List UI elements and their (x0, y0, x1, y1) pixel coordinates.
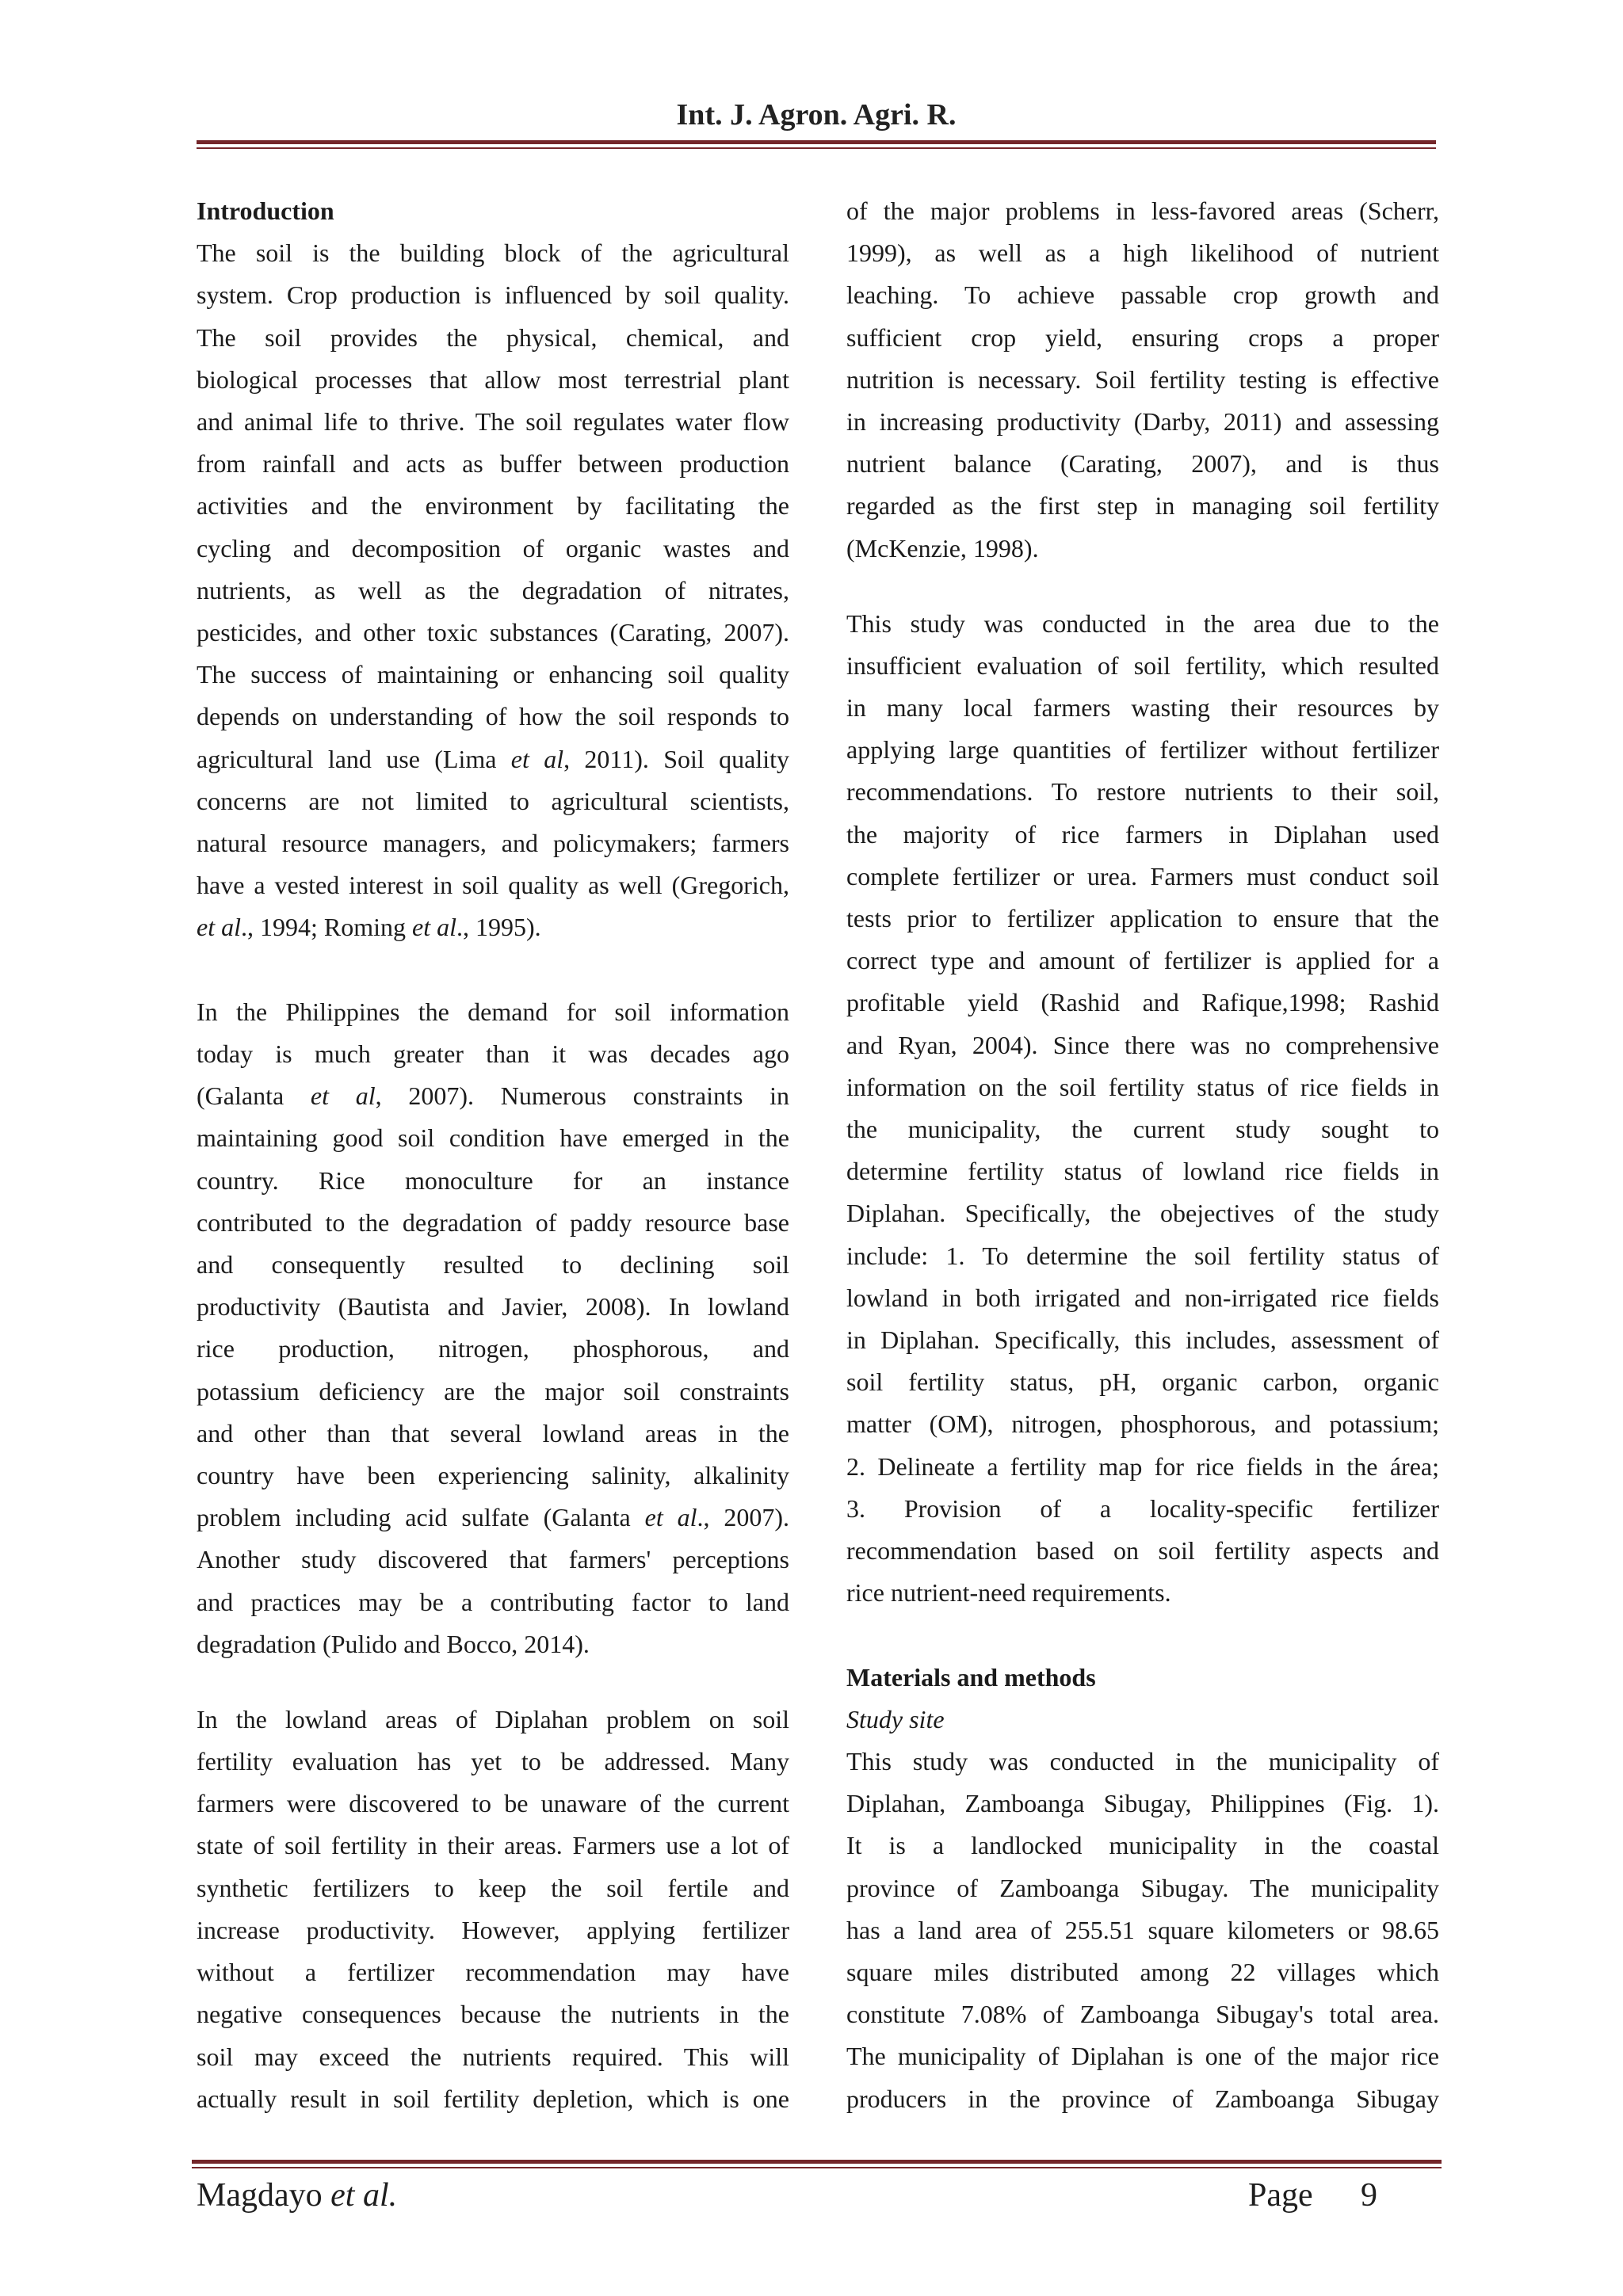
text-segment: problem including acid sulfate (Galanta (197, 1503, 645, 1532)
text-line: productivity (Bautista and Javier, 2008). In lowland (197, 1292, 789, 1322)
text-line: and practices may be a contributing factor to land (197, 1587, 789, 1616)
text-line: recommendations. To restore nutrients to their soil, (846, 777, 1439, 807)
italic-text-segment: et al (310, 1081, 376, 1111)
text-line: country have been experiencing salinity, alkalinity (197, 1461, 789, 1490)
italic-text-segment: et al (510, 744, 564, 773)
text-line: The success of maintaining or enhancing soil quality (197, 660, 789, 689)
text-line: It is a landlocked municipality in the coastal (846, 1831, 1439, 1860)
left-column (197, 190, 789, 2120)
text-segment: , 2011). Soil quality (563, 744, 790, 773)
text-line: contributed to the degradation of paddy resource base (197, 1207, 789, 1237)
text-line: actually result in soil fertility depletion, which is one (197, 2084, 789, 2113)
text-line: province of Zamboanga Sibugay. The municipality (846, 1873, 1439, 1902)
author-surname: Magdayo (197, 2177, 323, 2214)
text-line: and Ryan, 2004). Since there was no comprehensive (846, 1030, 1439, 1059)
header-rule-thin (197, 147, 1436, 149)
text-line: matter (OM), nitrogen, phosphorous, and potassium; (846, 1409, 1439, 1439)
text-line: regarded as the first step in managing soil fertility (846, 491, 1439, 521)
text-segment: (Galanta (197, 1081, 311, 1111)
text-line: without a fertilizer recommendation may have (197, 1958, 789, 1987)
text-line: increase productivity. However, applying fertilizer (197, 1915, 789, 1944)
footer-page-label: Page (1248, 2177, 1313, 2214)
text-line: The municipality of Diplahan is one of the major rice (846, 2042, 1439, 2071)
footer-author (197, 2175, 397, 2216)
text-line: pesticides, and other toxic substances (Carating, 2007). (197, 618, 789, 647)
text-line: country. Rice monoculture for an instance (197, 1165, 789, 1195)
italic-text-segment: et al (197, 913, 241, 942)
text-line (197, 738, 789, 780)
text-line: applying large quantities of fertilizer without fertilizer (846, 735, 1439, 765)
text-line: and animal life to thrive. The soil regulates water flow (197, 407, 789, 436)
text-line: complete fertilizer or urea. Farmers must conduct soil (846, 861, 1439, 891)
italic-text-segment: et al (412, 913, 456, 942)
text-line: degradation (Pulido and Bocco, 2014). (197, 1629, 590, 1658)
text-line: Another study discovered that farmers' perceptions (197, 1545, 789, 1574)
text-line: negative consequences because the nutrients in the (197, 2000, 789, 2029)
italic-text-segment: et al (644, 1503, 697, 1532)
introduction-paragraph-3-continued (846, 190, 1439, 570)
text-line: recommendation based on soil fertility aspects and (846, 1536, 1439, 1566)
text-line: fertility evaluation has yet to be addressed. Many (197, 1747, 789, 1776)
text-line: nutrition is necessary. Soil fertility testing is effective (846, 364, 1439, 394)
text-line: have a vested interest in soil quality as well (Gregorich, (197, 871, 789, 900)
text-line: the municipality, the current study sought to (846, 1115, 1439, 1144)
introduction-paragraph-1 (197, 232, 789, 948)
text-line: producers in the province of Zamboanga Sibugay (846, 2084, 1439, 2113)
text-line: maintaining good soil condition have emerged in the (197, 1123, 789, 1153)
text-line: and consequently resulted to declining soil (197, 1250, 789, 1280)
study-site-paragraph (846, 1741, 1439, 2120)
text-line: 3. Provision of a locality-specific fertilizer (846, 1493, 1439, 1523)
text-line: and other than that several lowland areas in the (197, 1418, 789, 1447)
introduction-paragraph-3 (197, 1699, 789, 2120)
section-heading-materials-and-methods: Materials and methods (846, 1662, 1096, 1691)
text-line: in Diplahan. Specifically, this includes, assessment of (846, 1325, 1439, 1355)
text-line: rice production, nitrogen, phosphorous, and (197, 1334, 789, 1363)
text-line: potassium deficiency are the major soil constraints (197, 1376, 789, 1405)
text-line: square miles distributed among 22 villages which (846, 1958, 1439, 1987)
text-line: Diplahan. Specifically, the obejectives of the study (846, 1199, 1439, 1228)
text-line: system. Crop production is influenced by soil quality. (197, 280, 789, 310)
text-line: profitable yield (Rashid and Rafique,1998; Rashid (846, 988, 1439, 1017)
text-line: synthetic fertilizers to keep the soil fertile and (197, 1873, 789, 1902)
text-line: sufficient crop yield, ensuring crops a proper (846, 322, 1439, 352)
text-line: has a land area of 255.51 square kilometers or 98.65 (846, 1915, 1439, 1944)
text-line: depends on understanding of how the soil responds to (197, 702, 789, 731)
text-segment: , 2007). Numerous constraints in (375, 1081, 790, 1111)
text-line: of the major problems in less-favored areas (Scherr, (846, 196, 1439, 225)
text-line: tests prior to fertilizer application to ensure that the (846, 904, 1439, 933)
text-line: rice nutrient-need requirements. (846, 1578, 1171, 1608)
text-line: include: 1. To determine the soil fertility status of (846, 1241, 1439, 1270)
running-header-journal-title: Int. J. Agron. Agri. R. (676, 98, 957, 132)
text-line: The soil provides the physical, chemical, and (197, 322, 789, 352)
text-segment: ., 1994; Roming (240, 913, 412, 942)
text-line: concerns are not limited to agricultural scientists, (197, 786, 789, 815)
right-column (846, 190, 1439, 2120)
text-line: lowland in both irrigated and non-irrigated rice fields (846, 1283, 1439, 1312)
text-line: This study was conducted in the municipality of (846, 1747, 1439, 1776)
text-line: (McKenzie, 1998). (846, 533, 1039, 563)
text-line: state of soil fertility in their areas. Farmers use a lot of (197, 1831, 789, 1860)
text-line: 1999), as well as a high likelihood of nutrient (846, 238, 1439, 268)
introduction-paragraph-2 (197, 991, 789, 1665)
subsection-heading-study-site: Study site (846, 1704, 945, 1733)
text-line: In the Philippines the demand for soil information (197, 997, 789, 1026)
introduction-paragraph-4 (846, 603, 1439, 1615)
text-line: nutrients, as well as the degradation of nitrates, (197, 575, 789, 605)
text-line (197, 1497, 789, 1539)
text-line: from rainfall and acts as buffer between production (197, 449, 789, 479)
text-line: in many local farmers wasting their resources by (846, 693, 1439, 723)
text-segment: ., 1995). (456, 913, 541, 942)
text-line: Diplahan, Zamboanga Sibugay, Philippines (Fig. 1). (846, 1789, 1439, 1818)
text-line: insufficient evaluation of soil fertility, which resulted (846, 650, 1439, 680)
text-segment: agricultural land use (Lima (197, 744, 511, 773)
text-segment: ., 2007). (697, 1503, 790, 1532)
text-line: cycling and decomposition of organic wastes and (197, 533, 789, 563)
text-line (197, 1075, 789, 1117)
text-line: constitute 7.08% of Zamboanga Sibugay's total area. (846, 2000, 1439, 2029)
text-line: information on the soil fertility status of rice fields in (846, 1072, 1439, 1101)
text-line (197, 906, 789, 948)
text-line: the majority of rice farmers in Diplahan used (846, 819, 1439, 849)
section-heading-introduction: Introduction (197, 196, 334, 225)
text-line: In the lowland areas of Diplahan problem on soil (197, 1704, 789, 1733)
author-et-al: et al. (330, 2177, 398, 2214)
text-line: soil fertility status, pH, organic carbon, organic (846, 1367, 1439, 1397)
text-line: The soil is the building block of the agricultural (197, 238, 789, 268)
footer-rule-thick (192, 2160, 1442, 2164)
text-line: leaching. To achieve passable crop growth and (846, 280, 1439, 310)
footer-rule-thin (192, 2167, 1442, 2168)
text-line: biological processes that allow most terrestrial plant (197, 364, 789, 394)
text-line: activities and the environment by facilitating the (197, 491, 789, 521)
text-line: nutrient balance (Carating, 2007), and is thus (846, 449, 1439, 479)
text-line: soil may exceed the nutrients required. This will (197, 2042, 789, 2071)
text-line: in increasing productivity (Darby, 2011) and assessing (846, 407, 1439, 437)
text-line: correct type and amount of fertilizer is applied for a (846, 946, 1439, 975)
text-line: 2. Delineate a fertility map for rice fields in the área; (846, 1451, 1439, 1481)
footer-page-number: 9 (1361, 2177, 1377, 2214)
header-rule-thick (197, 140, 1436, 144)
text-line: determine fertility status of lowland rice fields in (846, 1157, 1439, 1186)
text-line: farmers were discovered to be unaware of the current (197, 1789, 789, 1818)
text-line: This study was conducted in the area due to the (846, 608, 1439, 638)
text-line: natural resource managers, and policymakers; farmers (197, 829, 789, 858)
text-line: today is much greater than it was decades ago (197, 1039, 789, 1069)
